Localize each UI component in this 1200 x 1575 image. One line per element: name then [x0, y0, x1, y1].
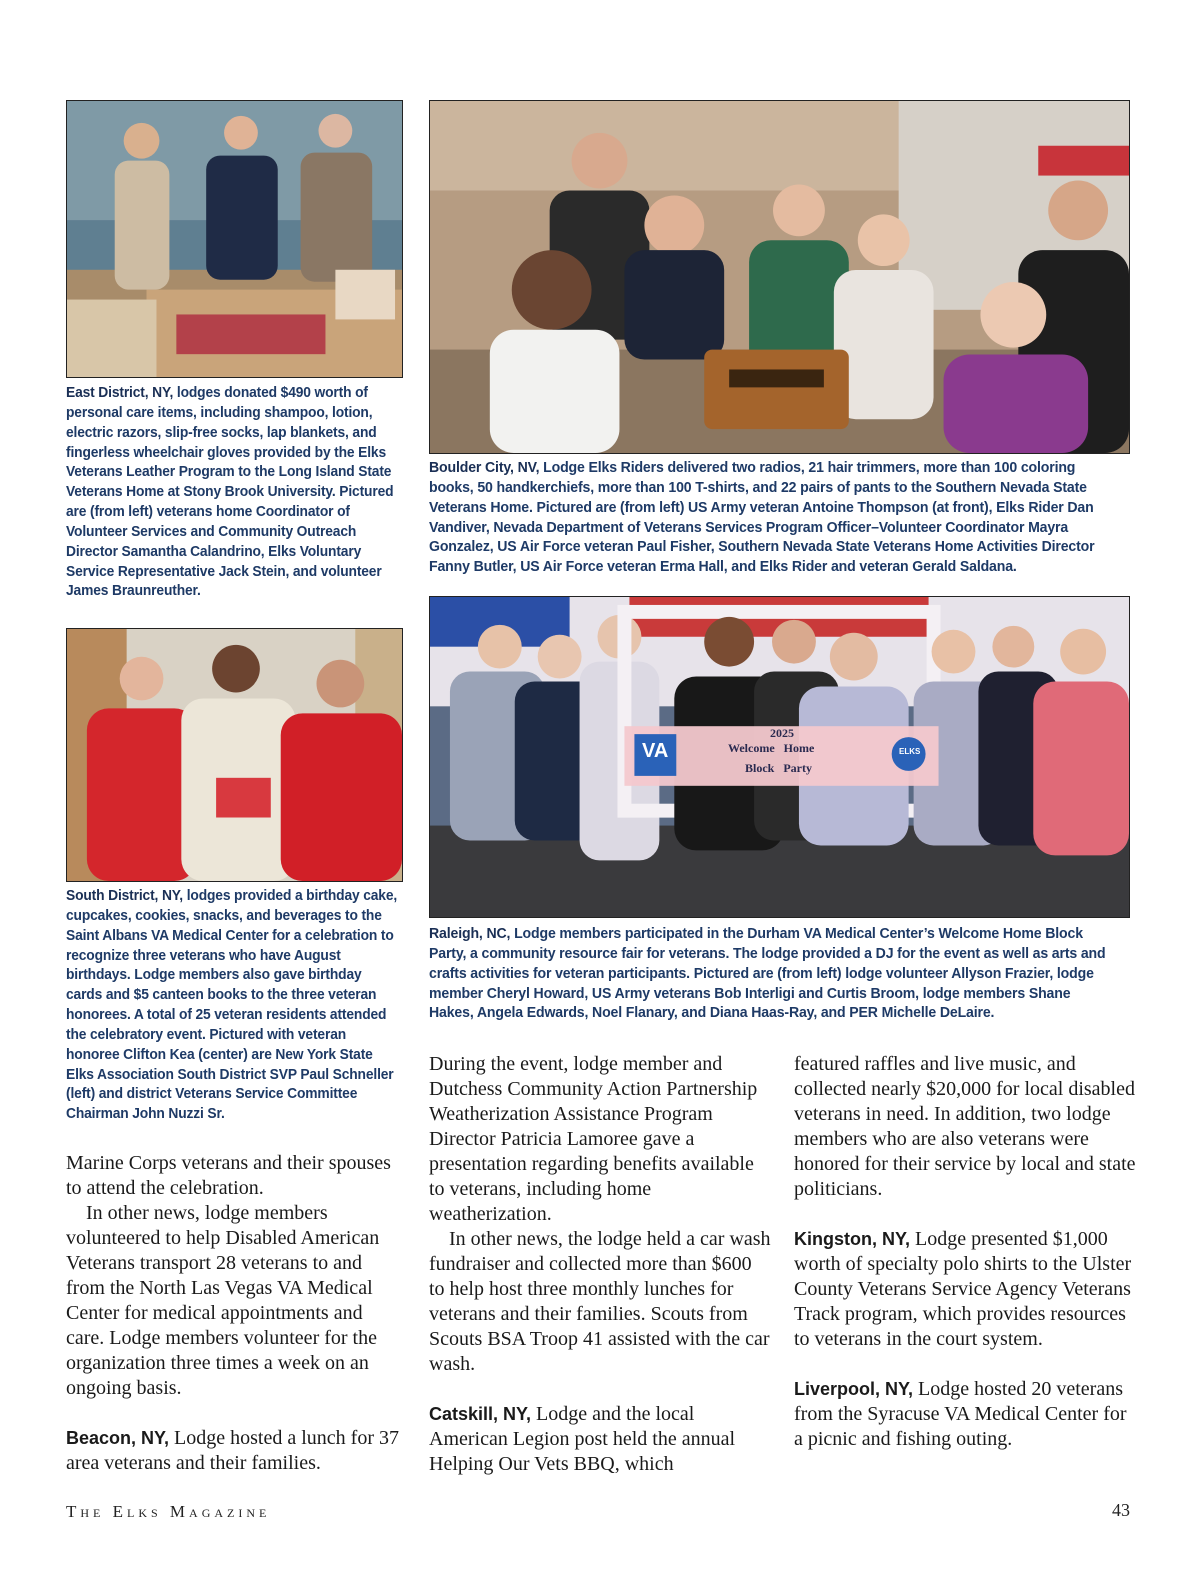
caption-text: lodges provided a birthday cake, cupcakes, cookies, snacks, and beverages to the Saint Albans VA Medical Center for a celebration to recognize three veterans who have August birthdays. Lodge members also gave birthday cards and $5 canteen books to the three veteran honorees. A total of 25 veteran residents attended the celebratory event. Pictured with veteran honoree Clifton Kea (center) are New York State Elks Association South District SVP Paul Schneller (left) and district Veterans Service Committee Chairman John Nuzzi Sr. [66, 888, 398, 1123]
caption-location: Boulder City, NV, [429, 460, 540, 476]
body-paragraph [794, 1377, 1136, 1452]
caption-raleigh [429, 925, 1110, 1024]
banner-va-logo: VA [642, 740, 669, 762]
photo-boulder-city [429, 100, 1130, 454]
caption-location: South District, NY, [66, 888, 184, 904]
caption-text: Lodge Elks Riders delivered two radios, 21 hair trimmers, more than 100 coloring books, 50 handkerchiefs, more than 100 T-shirts, and 22 pairs of pants to the Southern Nevada State Veterans Home. Pictured are (from left) US Army veteran Antoine Thompson (at front), Elks Rider Dan Vandiver, Nevada Department of Veterans Services Program Officer–Volunteer Coordinator Mayra Gonzalez, US Air Force veteran Paul Fisher, Southern Nevada State Veterans Home Activities Director Fanny Butler, US Air Force veteran Erma Hall, and Elks Rider and veteran Gerald Saldana. [429, 460, 1095, 576]
caption-east-district [66, 384, 397, 602]
body-column-2 [429, 1052, 771, 1477]
magazine-title: The Elks Magazine [66, 1502, 271, 1521]
body-paragraph: featured raffles and live music, and collected nearly $20,000 for local disabled veterans in need. In addition, two lodge members who are also veterans were honored for their service by local and state politicians. [794, 1053, 1136, 1200]
article-location: Catskill, NY, [429, 1404, 532, 1424]
article-text: Lodge presented $1,000 worth of specialty polo shirts to the Ulster County Veterans Service Agency Veterans Track program, which provides resources to veterans in the court system. [794, 1228, 1132, 1350]
article-text: Lodge and the local American Legion post held the annual Helping Our Vets BBQ, which [429, 1403, 736, 1475]
body-paragraph: Marine Corps veterans and their spouses to attend the celebration. [66, 1152, 391, 1199]
article-text: Lodge hosted 20 veterans from the Syracuse VA Medical Center for a picnic and fishing outing. [794, 1378, 1127, 1450]
photo-raleigh [429, 596, 1130, 918]
body-paragraph [794, 1227, 1136, 1352]
body-paragraph [429, 1402, 771, 1477]
banner-line-1: Welcome Home [728, 741, 815, 755]
body-column-1 [66, 1151, 404, 1476]
banner-line-2: Block Party [745, 761, 812, 775]
banner-elks-logo: ELKS [899, 747, 921, 756]
caption-south-district [66, 887, 397, 1125]
article-location: Beacon, NY, [66, 1428, 170, 1448]
body-column-3 [794, 1052, 1136, 1452]
caption-text: Lodge members participated in the Durham VA Medical Center’s Welcome Home Block Party, a community resource fair for veterans. The lodge provided a DJ for the event as well as arts and crafts activities for veteran participants. Pictured are (from left) lodge volunteer Allyson Frazier, lodge member Cheryl Howard, US Army veterans Bob Interligi and Curtis Broom, lodge members Shane Hakes, Angela Edwards, Noel Flanary, and Diana Haas-Ray, and PER Michelle DeLaire. [429, 926, 1106, 1022]
photo-east-district-illustration [67, 101, 402, 377]
photo-south-district-illustration [67, 629, 402, 881]
body-paragraph: In other news, the lodge held a car wash fundraiser and collected more than $600 to help host three monthly lunches for veterans and their families. Scouts from Scouts BSA Troop 41 assisted with the car wash. [429, 1228, 771, 1375]
caption-location: East District, NY, [66, 385, 174, 401]
article-location: Liverpool, NY, [794, 1379, 914, 1399]
caption-boulder-city [429, 459, 1123, 578]
photo-east-district [66, 100, 403, 378]
article-text: Lodge hosted a lunch for 37 area veterans and their families. [66, 1427, 399, 1474]
caption-location: Raleigh, NC, [429, 926, 511, 942]
banner-year: 2025 [770, 726, 794, 740]
photo-raleigh-illustration [430, 597, 1129, 917]
body-paragraph: During the event, lodge member and Dutchess Community Action Partnership Weatherization Assistance Program Director Patricia Lamoree gave a presentation regarding benefits available to veterans, including home weatherization. [429, 1053, 758, 1225]
photo-boulder-city-illustration [430, 101, 1129, 453]
photo-south-district [66, 628, 403, 882]
article-location: Kingston, NY, [794, 1229, 910, 1249]
body-paragraph [66, 1426, 404, 1476]
page-number: 43 [1112, 1500, 1130, 1520]
body-paragraph: In other news, lodge members volunteered to help Disabled American Veterans transport 28 veterans to and from the North Las Vegas VA Medical Center for medical appointments and care. Lodge members volunteer for the organization three times a week on an ongoing basis. [66, 1202, 380, 1399]
caption-text: lodges donated $490 worth of personal care items, including shampoo, lotion, electric razors, slip-free socks, lap blankets, and fingerless wheelchair gloves provided by the Elks Veterans Leather Program to the Long Island State Veterans Home at Stony Brook University. Pictured are (from left) veterans home Coordinator of Volunteer Services and Community Outreach Director Samantha Calandrino, Elks Voluntary Service Representative Jack Stein, and volunteer James Braunreuther. [66, 385, 394, 600]
